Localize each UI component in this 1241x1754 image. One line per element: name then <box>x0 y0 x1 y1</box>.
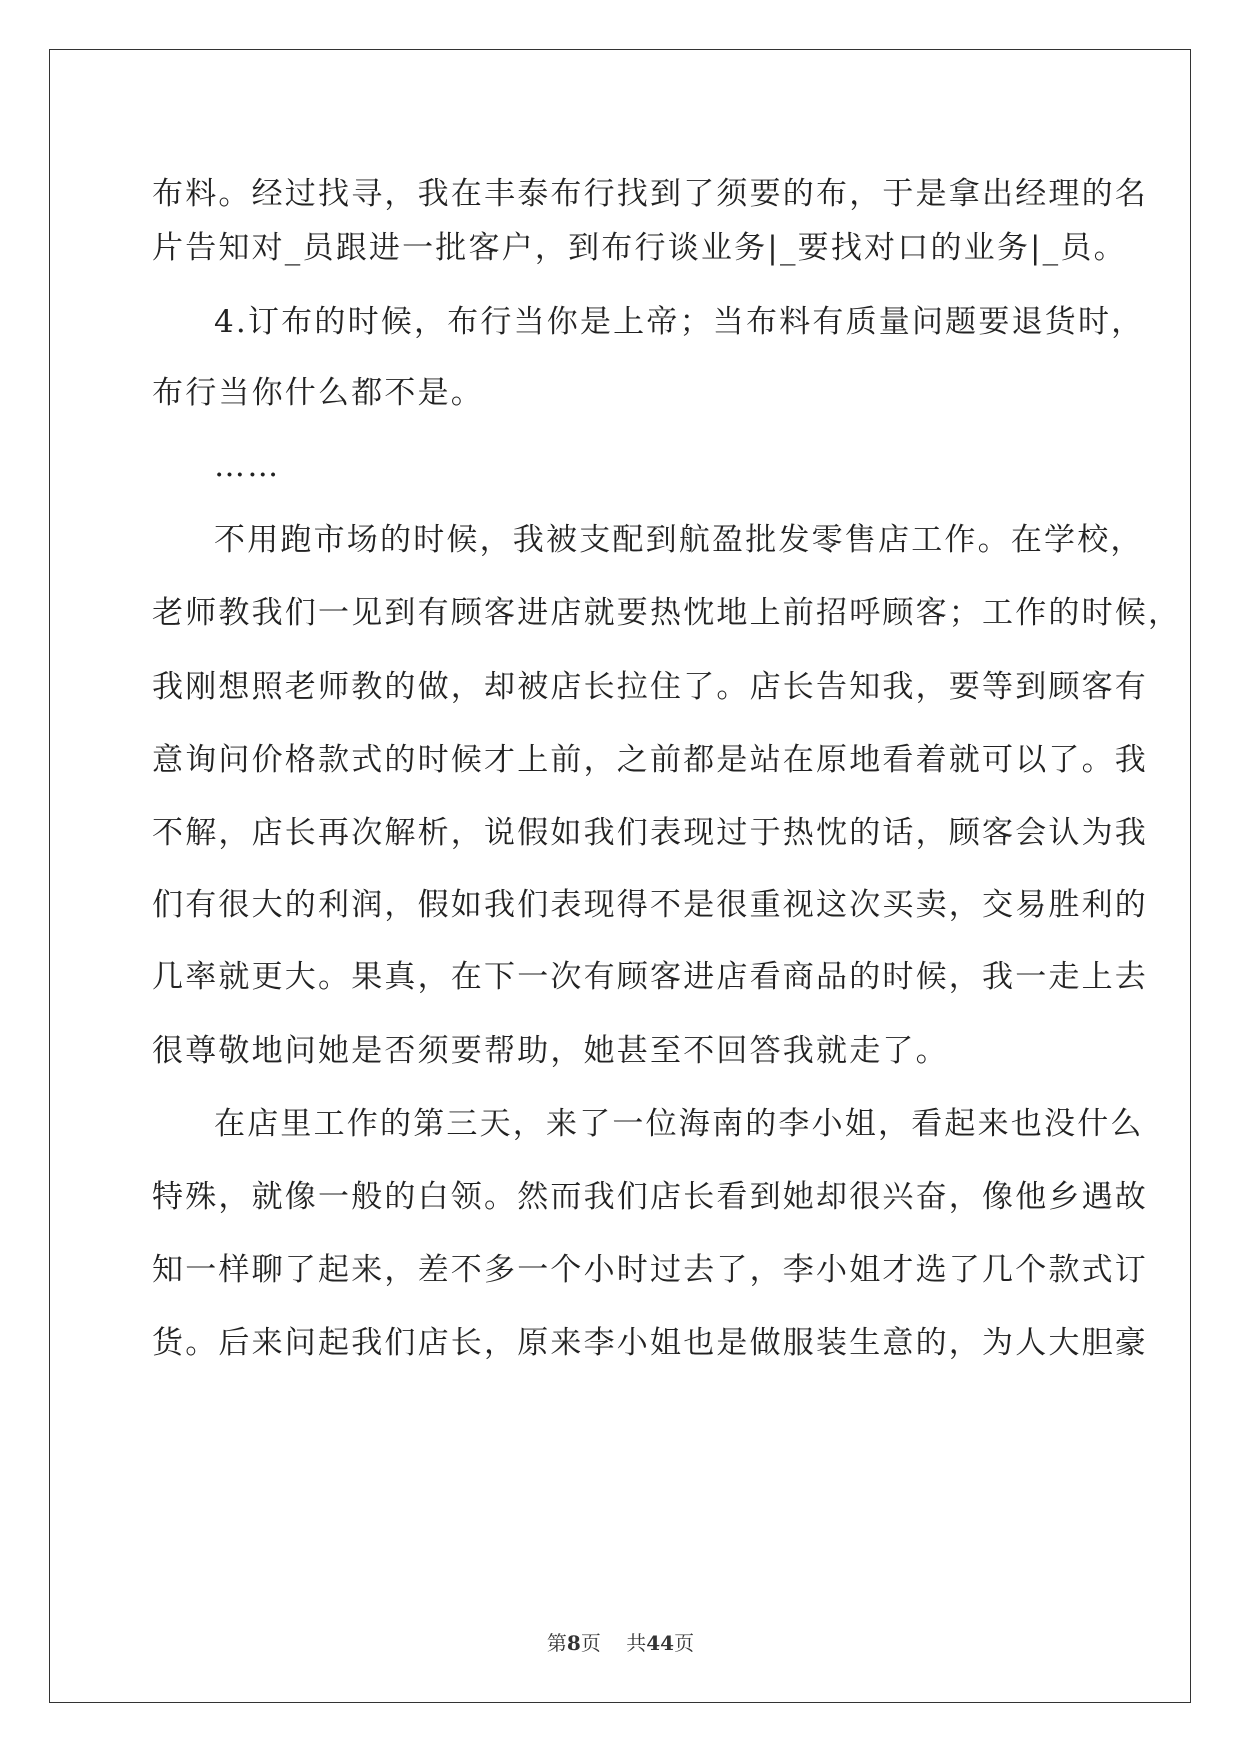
footer-page-suffix: 页 <box>580 1631 601 1655</box>
footer-page-prefix: 第 <box>546 1631 567 1655</box>
text-line: 布行当你什么都不是。 <box>152 375 484 411</box>
text-line: 老师教我们一见到有顾客进店就要热忱地上前招呼顾客；工作的时候， <box>152 595 1182 631</box>
text-line: 4.订布的时候，布行当你是上帝；当布料有质量问题要退货时， <box>214 304 1145 340</box>
text-line: 特殊，就像一般的白领。然而我们店长看到她却很兴奋，像他乡遇故 <box>152 1179 1148 1215</box>
text-line: 意询问价格款式的时候才上前，之前都是站在原地看着就可以了。我 <box>152 742 1148 778</box>
text-line: 布料。经过找寻，我在丰泰布行找到了须要的布，于是拿出经理的名 <box>152 176 1148 212</box>
text-line: 我刚想照老师教的做，却被店长拉住了。店长告知我，要等到顾客有 <box>152 669 1148 705</box>
text-line: 片告知对_员跟进一批客户，到布行谈业务|_要找对口的业务|_员。 <box>152 230 1127 266</box>
text-line: 不用跑市场的时候，我被支配到航盈批发零售店工作。在学校， <box>214 522 1144 558</box>
text-line: 不解，店长再次解析，说假如我们表现过于热忱的话，顾客会认为我 <box>152 815 1148 851</box>
text-line: 知一样聊了起来，差不多一个小时过去了，李小姐才选了几个款式订 <box>152 1252 1148 1288</box>
text-line: 货。后来问起我们店长，原来李小姐也是做服装生意的，为人大胆豪 <box>152 1325 1148 1361</box>
text-line: …… <box>214 448 281 484</box>
footer-total-pages: 44 <box>646 1631 675 1655</box>
text-line: 在店里工作的第三天，来了一位海南的李小姐，看起来也没什么 <box>214 1106 1144 1142</box>
text-line: 们有很大的利润，假如我们表现得不是很重视这次买卖，交易胜利的 <box>152 887 1148 923</box>
page-border <box>49 49 1191 1703</box>
text-line: 很尊敬地问她是否须要帮助，她甚至不回答我就走了。 <box>152 1033 949 1069</box>
footer-total-prefix: 共 <box>626 1631 647 1655</box>
page-footer <box>0 1631 1241 1655</box>
text-line: 几率就更大。果真，在下一次有顾客进店看商品的时候，我一走上去 <box>152 959 1148 995</box>
footer-page-number: 8 <box>566 1631 581 1655</box>
footer-total-suffix: 页 <box>674 1631 695 1655</box>
